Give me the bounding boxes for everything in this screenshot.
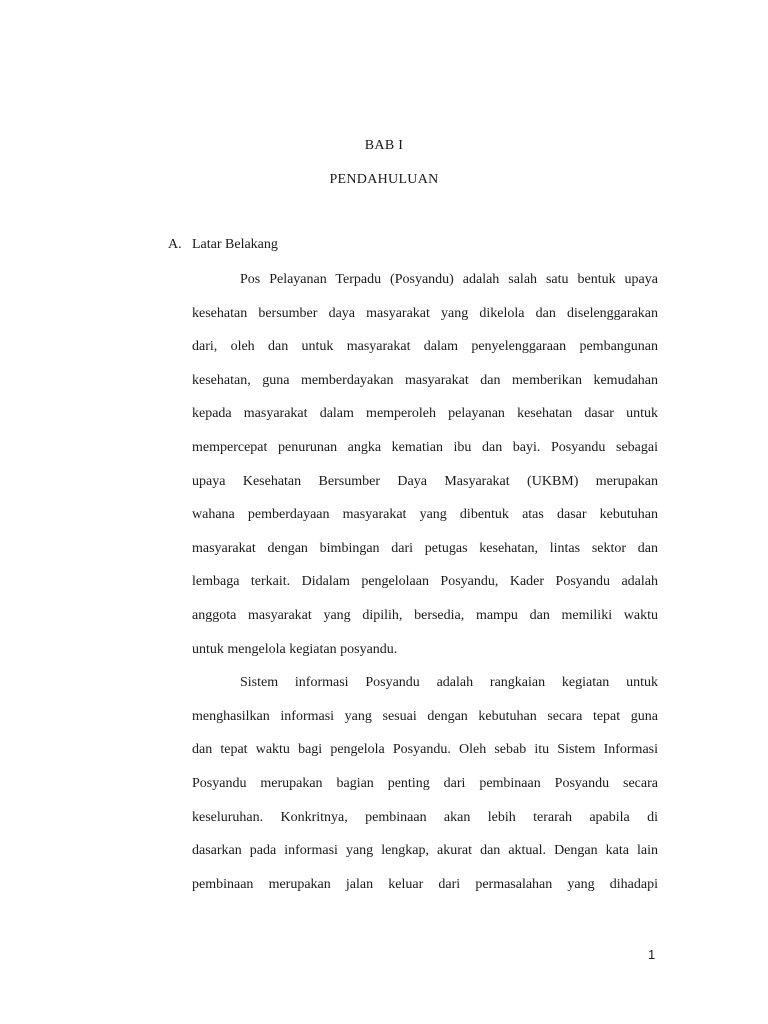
chapter-title: PENDAHULUAN	[329, 172, 439, 187]
paragraph-1	[192, 263, 658, 666]
paragraph-line: Posyandu merupakan bagian penting dari pembinaan Posyandu secara	[192, 775, 658, 791]
paragraph-line: upaya Kesehatan Bersumber Daya Masyarakat (UKBM) merupakan	[192, 473, 658, 489]
paragraph-line: Sistem informasi Posyandu adalah rangkaian kegiatan untuk	[240, 675, 658, 691]
chapter-number: BAB I	[364, 138, 404, 153]
paragraph-line: untuk mengelola kegiatan posyandu.	[192, 641, 398, 657]
paragraph-line: kepada masyarakat dalam memperoleh pelayanan kesehatan dasar untuk	[192, 406, 658, 422]
section-marker: A.	[168, 237, 182, 252]
section-title: Latar Belakang	[192, 237, 278, 252]
paragraph-line: masyarakat dengan bimbingan dari petugas kesehatan, lintas sektor dan	[192, 540, 658, 556]
paragraph-line: lembaga terkait. Didalam pengelolaan Posyandu, Kader Posyandu adalah	[192, 574, 658, 590]
paragraph-line: anggota masyarakat yang dipilih, bersedia, mampu dan memiliki waktu	[192, 607, 658, 623]
paragraph-line: Pos Pelayanan Terpadu (Posyandu) adalah salah satu bentuk upaya	[240, 272, 658, 287]
paragraph-line: menghasilkan informasi yang sesuai dengan kebutuhan secara tepat guna	[192, 708, 658, 724]
paragraph-line: dari, oleh dan untuk masyarakat dalam penyelenggaraan pembangunan	[192, 339, 658, 355]
body-text	[192, 263, 658, 901]
paragraph-line: wahana pemberdayaan masyarakat yang dibentuk atas dasar kebutuhan	[192, 507, 658, 523]
paragraph-line: kesehatan bersumber daya masyarakat yang dikelola dan diselenggarakan	[192, 305, 658, 321]
paragraph-line: kesehatan, guna memberdayakan masyarakat dan memberikan kemudahan	[192, 372, 658, 388]
paragraph-line: dan tepat waktu bagi pengelola Posyandu. Oleh sebab itu Sistem Informasi	[192, 742, 658, 758]
paragraph-line: pembinaan merupakan jalan keluar dari permasalahan yang dihadapi	[192, 876, 658, 892]
section-heading	[168, 237, 278, 253]
paragraph-2	[192, 666, 658, 901]
paragraph-line: keseluruhan. Konkritnya, pembinaan akan lebih terarah apabila di	[192, 809, 658, 825]
paragraph-line: dasarkan pada informasi yang lengkap, akurat dan aktual. Dengan kata lain	[192, 843, 658, 859]
paragraph-line: mempercepat penurunan angka kematian ibu dan bayi. Posyandu sebagai	[192, 439, 658, 455]
page-number: 1	[648, 947, 656, 962]
